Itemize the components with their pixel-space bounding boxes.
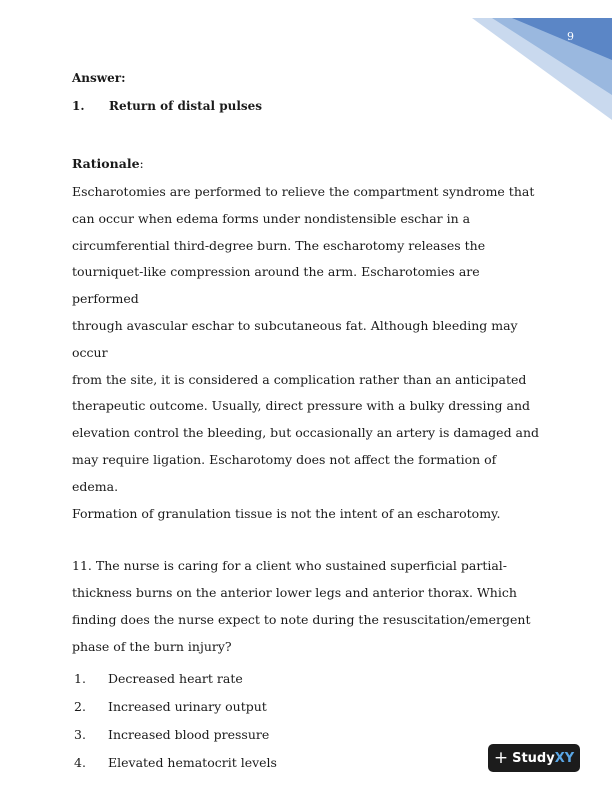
- option-text: Decreased heart rate: [108, 670, 243, 686]
- rationale-heading: [72, 155, 542, 173]
- rationale-line: Formation of granulation tissue is not the intent of an escharotomy.: [72, 505, 501, 521]
- option-text: Elevated hematocrit levels: [108, 754, 277, 770]
- option-number: 3.: [74, 726, 86, 742]
- rationale-line: can occur when edema forms under nondistensible eschar in a: [72, 210, 471, 226]
- question-line: 11. The nurse is caring for a client who sustained superficial partial-: [72, 558, 508, 574]
- rationale-label: Rationale: [72, 156, 140, 171]
- question-stem: [72, 553, 542, 660]
- rationale-line: tourniquet-like compression around the arm. Escharotomies are performed: [72, 264, 480, 307]
- option-item: [74, 665, 542, 693]
- rationale-paragraph: [72, 179, 542, 527]
- logo-text-main: Study: [512, 750, 555, 766]
- option-number: 1.: [74, 670, 86, 686]
- plus-icon: +: [493, 748, 509, 768]
- option-text: Increased blood pressure: [108, 726, 270, 742]
- option-number: 2.: [74, 698, 86, 714]
- option-text: Increased urinary output: [108, 698, 267, 714]
- rationale-line: therapeutic outcome. Usually, direct pressure with a bulky dressing and: [72, 398, 530, 414]
- answer-text: Return of distal pulses: [109, 99, 263, 113]
- rationale-line: may require ligation. Escharotomy does not affect the formation of edema.: [72, 451, 497, 494]
- option-item: [74, 749, 542, 777]
- studyxy-logo[interactable]: [488, 744, 580, 772]
- option-item: [74, 721, 542, 749]
- rationale-line: circumferential third-degree burn. The escharotomy releases the: [72, 237, 486, 253]
- rationale-colon: :: [139, 156, 144, 171]
- answer-options: [74, 665, 542, 777]
- rationale-line: Escharotomies are performed to relieve the compartment syndrome that: [72, 184, 535, 199]
- question-line: finding does the nurse expect to note during the resuscitation/emergent: [72, 611, 531, 627]
- option-number: 4.: [74, 754, 86, 770]
- rationale-line: through avascular eschar to subcutaneous fat. Although bleeding may occur: [72, 317, 518, 360]
- answer-line: [72, 98, 542, 114]
- answer-label: Answer:: [72, 71, 126, 85]
- option-item: [74, 693, 542, 721]
- question-line: phase of the burn injury?: [72, 638, 232, 654]
- rationale-line: from the site, it is considered a complication rather than an anticipated: [72, 371, 527, 387]
- question-line: thickness burns on the anterior lower legs and anterior thorax. Which: [72, 585, 517, 601]
- answer-number: 1.: [72, 99, 85, 113]
- page-content: [72, 70, 542, 777]
- logo-text-accent: XY: [554, 750, 575, 766]
- rationale-line: elevation control the bleeding, but occasionally an artery is damaged and: [72, 425, 540, 441]
- page-number: 9: [567, 30, 574, 43]
